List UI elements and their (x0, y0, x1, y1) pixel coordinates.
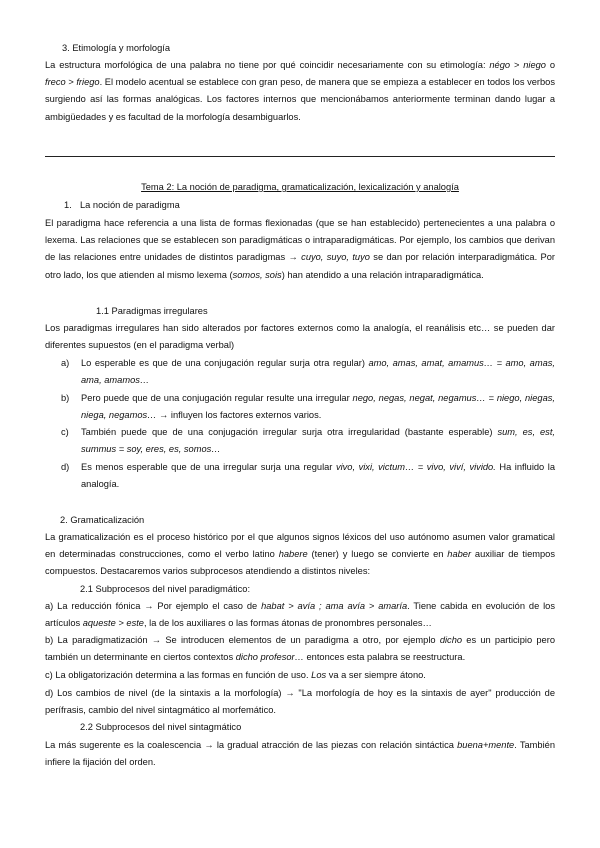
section-1-number: 1. (64, 200, 72, 210)
text-run: → influyen los factores externos varios. (156, 410, 322, 421)
italic-example: somos, sois (232, 269, 282, 280)
italic-example: vivo, vixi, victum… = vivo, viví, vivido. (335, 462, 496, 472)
italic-example: négo > niego (489, 60, 546, 70)
list-item (63, 459, 555, 493)
text-run: se dan por relación interparadigmática. Por otro lado, los que atienden al mismo lexema ( (45, 252, 555, 280)
text-run: , la de los auxiliares o las formas átonas de pronombres personales… (143, 618, 432, 629)
subprocess-a (45, 598, 555, 632)
italic-example: aqueste > este (82, 618, 144, 629)
italic-example: nego, negas, negat, negamus… = niego, niegas, niega, negamos… (81, 393, 555, 421)
list-item-body (81, 355, 555, 389)
list-item-body (81, 390, 555, 424)
italic-example: dicho (439, 635, 463, 645)
italic-example: sum, es, est, summus = soy, eres, es, somos… (81, 427, 555, 455)
italic-example: freco > friego (45, 77, 100, 88)
text-run: Ha influido la analogía. (81, 462, 555, 490)
italic-example: buena+mente (457, 740, 515, 750)
text-run: (tener) y luego se convierte en (307, 549, 448, 560)
text-run: . El modelo acentual se establece con gran peso, de manera que se empieza a establecer en todos los verbos surgiendo así las formas analógicas. Los factores internos que mencionábamos anteriormente terminan dando lugar a ambigüedades y es facultad de la morfología desambiguarlos. (45, 77, 555, 122)
text-run: b) La paradigmatización → Se introducen elementos de un paradigma a otro, por ejemplo (45, 635, 440, 645)
list-item (63, 355, 555, 389)
subprocess-b (45, 632, 555, 666)
horizontal-divider (45, 156, 555, 157)
text-run: La estructura morfológica de una palabra no tiene por qué coincidir necesariamente con su etimología: (45, 60, 490, 70)
text-run: . Tiene cabida en evolución de los artículos (45, 601, 556, 629)
section-2-heading: 2. Gramaticalización (60, 515, 145, 525)
list-item-label: d) (61, 462, 70, 472)
text-run: El paradigma hace referencia a una lista de formas flexionadas (que se han establecido) pertenecientes a una palabra o lexema. Las relaciones que se establecen son paradigmáticas o intraparadigmáticas. Por ejemplo, los cambios que derivan de las relaciones entre unidades de distintos paradigmas → (45, 218, 555, 263)
list-item (63, 390, 555, 424)
italic-example: amo, amas, amat, amamus… = amo, amas, ama, amamos… (81, 358, 555, 386)
italic-example: Los (311, 670, 327, 680)
list-item-label: a) (61, 358, 70, 368)
section-2-2-heading: 2.2 Subprocesos del nivel sintagmático (80, 722, 242, 732)
text-run: Es menos esperable que de una irregular surja una regular (81, 462, 336, 472)
text-run: La gramaticalización es el proceso histórico por el que algunos signos léxicos del uso autónomo asumen valor gramatical en determinadas construcciones, como el verbo latino (45, 532, 555, 560)
text-run: va a ser siempre átono. (326, 670, 426, 680)
list-item-label: b) (61, 393, 70, 403)
italic-example: cuyo, suyo, tuyo (301, 252, 370, 263)
list-item-label: c) (61, 427, 69, 437)
section-3-heading: 3. Etimología y morfología (62, 43, 170, 53)
section-1-heading: La noción de paradigma (80, 200, 180, 210)
subprocess-d: d) Los cambios de nivel (de la sintaxis a la morfología) → "La morfología de hoy es la sintaxis de ayer" producción de perífrasis, cambio del nivel sintagmático al morfemático. (45, 688, 555, 716)
subprocess-c (45, 667, 555, 684)
section-1-paragraph (45, 215, 555, 284)
italic-example: haber (447, 549, 472, 560)
italic-example: dicho profesor… (235, 652, 304, 663)
section-3-paragraph (45, 57, 555, 126)
text-run: También puede que de una conjugación irregular surja otra irregularidad (bastante esperable) (81, 427, 498, 437)
text-run: ) han atendido a una relación intraparadigmática. (281, 269, 484, 280)
text-run: entonces esta palabra se reestructura. (303, 652, 466, 663)
list-item-body (81, 424, 555, 458)
section-2-paragraph (45, 529, 555, 581)
text-run: Lo esperable es que de una conjugación regular surja otra regular) (81, 358, 369, 368)
text-run: a) La reducción fónica → Por ejemplo el caso de (45, 601, 262, 611)
text-run: Pero puede que de una conjugación regular resulte una irregular (81, 393, 353, 403)
text-run: . También infiere la fijación del orden. (45, 740, 556, 768)
italic-example: habere (278, 549, 308, 560)
tema-2-title: Tema 2: La noción de paradigma, gramaticalización, lexicalización y analogía (141, 182, 459, 192)
section-1-1-paragraph: Los paradigmas irregulares han sido alterados por factores externos como la analogía, el reanálisis etc… se pueden dar diferentes supuestos (en el paradigma verbal) (45, 323, 555, 351)
section-1-1-heading: 1.1 Paradigmas irregulares (96, 306, 208, 316)
section-2-2-paragraph (45, 737, 555, 771)
text-run: auxiliar de tiempos compuestos. Destacaremos varios subprocesos atendiendo a distintos niveles: (45, 549, 555, 577)
section-2-1-heading: 2.1 Subprocesos del nivel paradigmático: (80, 584, 251, 594)
italic-example: habat > avía ; ama avía > amaría (261, 601, 408, 611)
text-run: c) La obligatorización determina a las formas en función de uso. (45, 670, 312, 680)
list-item-body (81, 459, 555, 493)
text-run: La más sugerente es la coalescencia → la gradual atracción de las piezas con relación sintáctica (45, 740, 458, 750)
text-run: o (545, 60, 555, 70)
list-item (63, 424, 555, 458)
text-run: es un participio pero también un determinante en ciertos contextos (45, 635, 555, 663)
